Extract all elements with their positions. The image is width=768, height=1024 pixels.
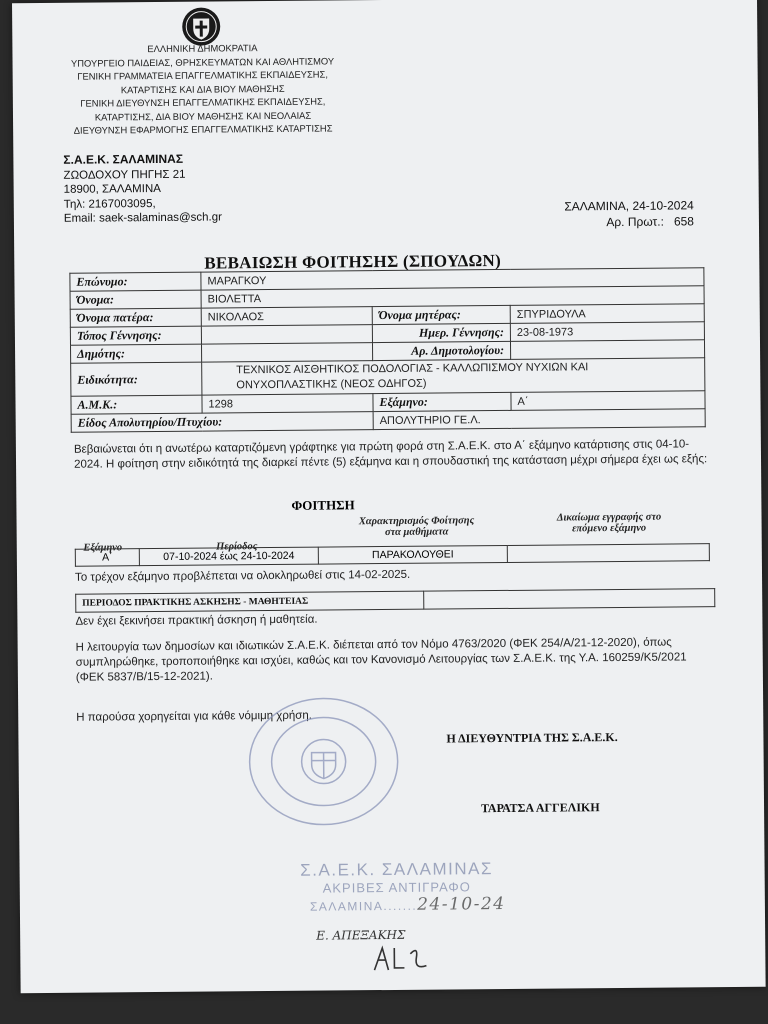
table-row <box>75 544 709 567</box>
father-label: Όνομα πατέρα: <box>70 308 201 327</box>
signature-name: ΤΑΡΑΤΣΑ ΑΓΓΕΛΙΚΗ <box>480 800 600 816</box>
table-row <box>71 358 705 397</box>
protocol-number: 658 <box>673 214 695 229</box>
school-name: Σ.Α.Ε.Κ. ΣΑΛΑΜΙΝΑΣ <box>63 151 184 167</box>
school-address <box>63 151 222 226</box>
surname-label: Επώνυμο: <box>70 272 201 291</box>
birthdate-label: Ημερ. Γέννησης: <box>372 323 510 342</box>
registry-label: Αρ. Δημοτολογίου: <box>372 341 510 360</box>
col-right-line-1: Δικαίωμα εγγραφής στο <box>556 511 662 524</box>
completion-note: Το τρέχον εξάμηνο προβλέπεται να ολοκληρωθεί στις 14-02-2025. <box>74 568 411 584</box>
specialty-label: Ειδικότητα: <box>71 362 202 396</box>
name-label: Όνομα: <box>70 290 201 309</box>
header-line: ΓΕΝΙΚΗ ΓΡΑΜΜΑΤΕΙΑ ΕΠΑΓΓΕΛΜΑΤΙΚΗΣ ΕΚΠΑΙΔΕΥΣΗΣ, <box>77 68 328 82</box>
stamp-certified: ΑΚΡΙΒΕΣ ΑΝΤΙΓΡΑΦΟ <box>322 879 471 896</box>
document-page <box>12 0 766 993</box>
stamp-city-label: ΣΑΛΑΜΙΝΑ <box>309 899 384 914</box>
municipality-value <box>201 343 372 362</box>
header-line: ΚΑΤΑΡΤΙΣΗΣ, ΔΙΑ ΒΙΟΥ ΜΑΘΗΣΗΣ ΚΑΙ ΝΕΟΛΑΙΑΣ <box>94 109 312 123</box>
degree-value: ΑΠΟΛΥΤΗΡΙΟ ΓΕ.Λ. <box>373 409 705 430</box>
name-value: ΒΙΟΛΕΤΤΑ <box>201 286 704 308</box>
school-phone: Τηλ: 2167003095, <box>63 197 156 211</box>
row-status: ΠΑΡΑΚΟΛΟΥΘΕΙ <box>318 545 507 564</box>
specialty-line-1: ΤΕΧΝΙΚΟΣ ΑΙΣΘΗΤΙΚΟΣ ΠΟΔΟΛΟΓΙΑΣ - ΚΑΛΛΩΠΙΣΜΟΥ ΝΥΧΙΩΝ ΚΑΙ <box>236 361 589 377</box>
protocol-label: Αρ. Πρωτ.: <box>606 214 664 230</box>
col-right-header <box>516 511 701 535</box>
attestation-paragraph: Βεβαιώνεται ότι η ανωτέρω καταρτιζόμενη γράφτηκε για πρώτη φορά στη Σ.Α.Ε.Κ. στο Α΄ εξάμηνο κατάρτισης στις 04-10-2024. Η φοίτηση στην ειδικότητά της διαρκεί πέντε (5) εξάμηνα και η σπουδαστική της κατάσταση μέχρι σήμερα έχει ως εξής: <box>73 438 708 471</box>
municipality-label: Δημότης: <box>71 344 202 363</box>
header-line: ΚΑΤΑΡΤΙΣΗΣ ΚΑΙ ΔΙΑ ΒΙΟΥ ΜΑΘΗΣΗΣ <box>120 82 285 95</box>
school-street: ΖΩΟΔΟΧΟΥ ΠΗΓΗΣ 21 <box>63 168 186 182</box>
header-line: ΔΙΕΥΘΥΝΣΗ ΕΦΑΡΜΟΓΗΣ ΕΠΑΓΓΕΛΜΑΤΙΚΗΣ ΚΑΤΑΡΤΙΣΗΣ <box>73 122 333 136</box>
registry-value <box>510 340 704 360</box>
school-email: Email: saek-salaminas@sch.gr <box>63 211 222 225</box>
row-semester: Α΄ <box>75 549 139 567</box>
practice-note: Δεν έχει ξεκινήσει πρακτική άσκηση ή μαθητεία. <box>75 613 318 628</box>
amk-label: Α.Μ.Κ.: <box>71 395 202 414</box>
specialty-value <box>202 358 705 395</box>
usage-note: Η παρούσα χορηγείται για κάθε νόμιμη χρήση. <box>76 709 312 724</box>
stamp-city: ΣΑΛΑΜΙΝΑ.......24-10-24 <box>309 893 506 915</box>
practice-label: ΠΕΡΙΟΔΟΣ ΠΡΑΚΤΙΚΗΣ ΑΣΚΗΣΗΣ - ΜΑΘΗΤΕΙΑΣ <box>76 591 424 612</box>
header-line: ΓΕΝΙΚΗ ΔΙΕΥΘΥΝΣΗ ΕΠΑΓΓΕΛΜΑΤΙΚΗΣ ΕΚΠΑΙΔΕΥΣΗΣ, <box>80 95 326 109</box>
row-period: 07-10-2024 έως 24-10-2024 <box>139 547 318 566</box>
handwritten-signature-icon <box>370 944 430 975</box>
date-line: ΣΑΛΑΜΙΝΑ, 24-10-2024 <box>564 198 694 214</box>
col-semester-header: Εξάμηνο <box>83 542 123 554</box>
specialty-line-2: ΟΝΥΧΟΠΛΑΣΤΙΚΗΣ (ΝΕΟΣ ΟΔΗΓΟΣ) <box>236 377 427 392</box>
col-status-line-2: στα μαθήματα <box>384 526 449 539</box>
father-value: ΝΙΚΟΛΑΟΣ <box>201 307 372 326</box>
official-seal-icon <box>246 694 402 830</box>
col-status-line-1: Χαρακτηρισμός Φοίτησης <box>358 515 475 528</box>
handwritten-date: 24-10-24 <box>417 893 506 915</box>
col-status-header <box>322 515 512 539</box>
semester-label: Εξάμηνο: <box>373 392 511 411</box>
mother-label: Όνομα μητέρας: <box>372 305 510 324</box>
study-status-table <box>75 543 710 567</box>
practice-table <box>75 588 715 613</box>
handwritten-name: Ε. ΑΠΕΞΑΚΗΣ <box>316 927 406 943</box>
row-right <box>507 544 709 563</box>
amk-value: 1298 <box>202 394 373 413</box>
header-line: ΕΛΛΗΝΙΚΗ ΔΗΜΟΚΡΑΤΙΑ <box>147 42 258 55</box>
date-protocol <box>534 197 694 230</box>
birthplace-label: Τόπος Γέννησης: <box>70 326 201 345</box>
col-period-header: Περίοδος <box>216 541 258 553</box>
stamp-school: Σ.Α.Ε.Κ. ΣΑΛΑΜΙΝΑΣ <box>300 859 494 880</box>
legal-paragraph: Η λειτουργία των δημοσίων και ιδιωτικών Σ.Α.Ε.Κ. διέπεται από τον Νόμο 4763/2020 (ΦΕΚ 254/Α/21-12-2020), όπως συμπληρώθηκε, τροποποιήθηκε και ισχύει, καθώς και τον Κανονισμό Λειτουργίας των Σ.Α.Ε.Κ. της Υ.Α. 160259/Κ5/2021 (ΦΕΚ 5837/Β/15-12-2021). <box>75 636 687 684</box>
birthplace-value <box>201 325 372 344</box>
birthdate-value: 23-08-1973 <box>510 322 704 342</box>
degree-label: Είδος Απολυτηρίου/Πτυχίου: <box>71 412 373 433</box>
mother-value: ΣΠΥΡΙΔΟΥΛΑ <box>510 304 704 324</box>
table-row <box>76 589 715 613</box>
ministry-header <box>52 40 353 137</box>
header-line: ΥΠΟΥΡΓΕΙΟ ΠΑΙΔΕΙΑΣ, ΘΡΗΣΚΕΥΜΑΤΩΝ ΚΑΙ ΑΘΛΗΤΙΣΜΟΥ <box>70 54 335 69</box>
study-heading: ΦΟΙΤΗΣΗ <box>291 497 355 513</box>
school-city: 18900, ΣΑΛΑΜΙΝΑ <box>63 182 161 196</box>
col-right-line-2: επόμενο εξάμηνο <box>572 522 647 535</box>
practice-value <box>424 589 715 610</box>
semester-value: Α΄ <box>511 391 705 411</box>
student-info-table <box>69 267 705 433</box>
certified-copy-stamp <box>282 859 512 916</box>
document-title: ΒΕΒΑΙΩΣΗ ΦΟΙΤΗΣΗΣ (ΣΠΟΥΔΩΝ) <box>204 250 502 273</box>
signature-role: Η ΔΙΕΥΘΥΝΤΡΙΑ ΤΗΣ Σ.Α.Ε.Κ. <box>446 729 618 746</box>
surname-value: ΜΑΡΑΓΚΟΥ <box>201 268 704 290</box>
